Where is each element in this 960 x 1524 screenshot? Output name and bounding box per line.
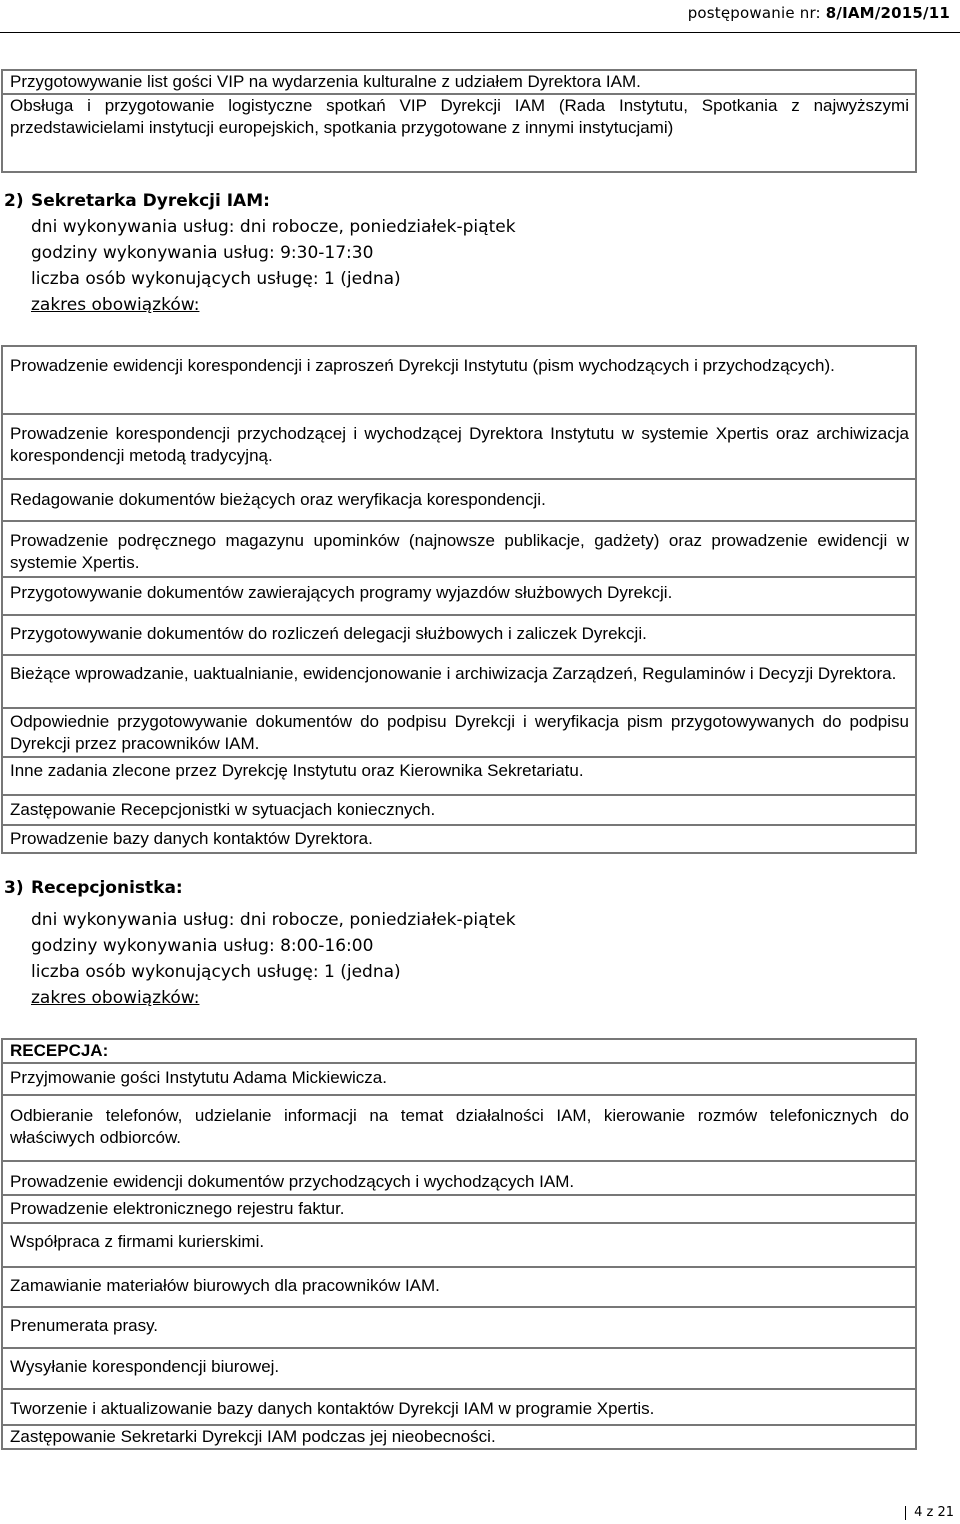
table-row [2,70,916,94]
table-row [2,1307,916,1348]
table-row [2,1389,916,1425]
table-cell: Przygotowywanie list gości VIP na wydarzenia kulturalne z udziałem Dyrektora IAM. [2,70,916,94]
service-days: dni wykonywania usług: dni robocze, poniedziałek-piątek [31,217,516,237]
table-row [2,655,916,708]
reception-duties-table [1,1038,917,1450]
table-heading: RECEPCJA: [2,1039,916,1063]
table-row [2,1039,916,1063]
table-cell: Redagowanie dokumentów bieżących oraz weryfikacja korespondencji. [2,479,916,521]
section-number: 3) [4,878,24,898]
table-cell: Bieżące wprowadzanie, uaktualnianie, ewidencjonowanie i archiwizacja Zarządzeń, Regulaminów i Decyzji Dyrektora. [2,655,916,708]
header-divider [0,32,960,33]
service-hours: godziny wykonywania usług: 8:00-16:00 [31,936,374,956]
service-days: dni wykonywania usług: dni robocze, poniedziałek-piątek [31,910,516,930]
section-title-text: Sekretarka Dyrekcji IAM: [31,191,270,211]
table-row [2,1161,916,1195]
table-cell: Prowadzenie korespondencji przychodzącej i wychodzącej Dyrektora Instytutu w systemie Xpertis oraz archiwizacja korespondencji metodą tradycyjną. [2,414,916,479]
table-cell: Wysyłanie korespondencji biurowej. [2,1348,916,1389]
table-row [2,521,916,577]
table-cell: Odpowiednie przygotowywanie dokumentów do podpisu Dyrekcji i weryfikacja pism przygotowywanych do podpisu Dyrekcji przez pracowników IAM. [2,708,916,757]
persons-count: liczba osób wykonujących usługę: 1 (jedna) [31,269,401,289]
table-cell: Prowadzenie ewidencji dokumentów przychodzących i wychodzących IAM. [2,1161,916,1195]
table-row [2,1425,916,1449]
table-cell: Prowadzenie bazy danych kontaktów Dyrektora. [2,825,916,853]
procedure-number: 8/IAM/2015/11 [825,4,950,22]
table-cell: Przygotowywanie dokumentów do rozliczeń delegacji służbowych i zaliczek Dyrekcji. [2,615,916,655]
table-row [2,825,916,853]
section-title [4,188,516,214]
table-cell: Przyjmowanie gości Instytutu Adama Mickiewicza. [2,1063,916,1095]
table-row [2,577,916,615]
table-row [2,1195,916,1223]
section-number: 2) [4,191,24,211]
document-header [688,4,950,22]
table-cell: Prowadzenie elektronicznego rejestru faktur. [2,1195,916,1223]
table-cell: Zastępowanie Recepcjonistki w sytuacjach koniecznych. [2,795,916,825]
table-row [2,414,916,479]
service-hours: godziny wykonywania usług: 9:30-17:30 [31,243,374,263]
table-cell: Współpraca z firmami kurierskimi. [2,1223,916,1267]
table-row [2,479,916,521]
table-cell: Przygotowywanie dokumentów zawierających programy wyjazdów służbowych Dyrekcji. [2,577,916,615]
page-number [897,1505,954,1520]
table-row [2,1348,916,1389]
persons-count: liczba osób wykonujących usługę: 1 (jedna) [31,962,401,982]
table-row [2,94,916,172]
section-title [4,875,516,901]
table-cell: Zamawianie materiałów biurowych dla pracowników IAM. [2,1267,916,1307]
scope-label: zakres obowiązków: [31,988,200,1008]
table-cell: Tworzenie i aktualizowanie bazy danych kontaktów Dyrekcji IAM w programie Xpertis. [2,1389,916,1425]
section-secretary [4,188,516,318]
table-cell: Zastępowanie Sekretarki Dyrekcji IAM podczas jej nieobecności. [2,1425,916,1449]
table-row [2,1063,916,1095]
current-page: 4 [914,1505,923,1520]
table-row [2,795,916,825]
table-cell: Prenumerata prasy. [2,1307,916,1348]
table-cell: Prowadzenie podręcznego magazynu upominków (najnowsze publikacje, gadżety) oraz prowadzenie ewidencji w systemie Xpertis. [2,521,916,577]
table-row [2,346,916,414]
secretary-duties-table [1,345,917,854]
top-duties-table [1,69,917,173]
table-row [2,1095,916,1161]
table-row [2,757,916,795]
page-separator: z [926,1505,934,1520]
table-cell: Inne zadania zlecone przez Dyrekcję Instytutu oraz Kierownika Sekretariatu. [2,757,916,795]
table-cell: Odbieranie telefonów, udzielanie informacji na temat działalności IAM, kierowanie rozmów telefonicznych do właściwych odbiorców. [2,1095,916,1161]
table-row [2,708,916,757]
section-title-text: Recepcjonistka: [31,878,183,898]
table-cell: Obsługa i przygotowanie logistyczne spotkań VIP Dyrekcji IAM (Rada Instytutu, Spotkania z najwyższymi przedstawicielami instytucji europejskich, spotkania przygotowane z innymi instytucjami) [2,94,916,172]
scope-label: zakres obowiązków: [31,295,200,315]
procedure-label: postępowanie nr: [687,4,821,22]
total-pages: 21 [937,1505,954,1520]
table-row [2,1267,916,1307]
footer-divider [905,1506,906,1520]
table-cell: Prowadzenie ewidencji korespondencji i zaproszeń Dyrekcji Instytutu (pism wychodzących i przychodzących). [2,346,916,414]
section-receptionist [4,875,516,1011]
table-row [2,615,916,655]
table-row [2,1223,916,1267]
